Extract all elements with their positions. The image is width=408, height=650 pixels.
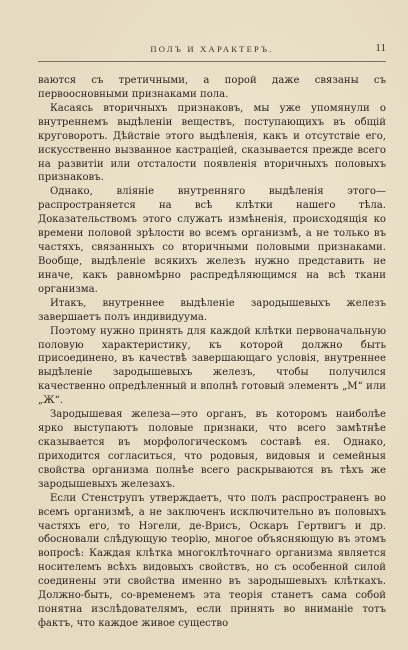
page-number: 11	[375, 42, 386, 54]
paragraph: ваются съ третичными, а порой даже связаны съ первоосновными признаками пола.	[38, 75, 386, 100]
paragraph: Поэтому нужно принять для каждой клѣтки первоначальную половую характеристику, къ которой должно быть присоединено, въ качествѣ завершающаго условія, внутреннее выдѣленіе зародышевыхъ железъ, чтобы получился качественно опредѣленный и вполнѣ готовый элементъ „М“ или „Ж“.	[38, 325, 386, 407]
header-rule	[38, 61, 386, 62]
paragraph: Итакъ, внутреннее выдѣленіе зародышевыхъ железъ завершаетъ полъ индивидуума.	[38, 297, 386, 323]
running-title: ПОЛЪ И ХАРАКТЕРЪ.	[150, 44, 274, 54]
body-text	[38, 74, 386, 631]
paragraph: Если Стенструпъ утверждаетъ, что полъ распространенъ во всемъ организмѣ, а не заключенъ исключительно въ половыхъ частяхъ его, то Нэгели, де-Врисъ, Оскаръ Гертвигъ и др. обосновали слѣдующую теорію, многое объясняющую въ этомъ вопросѣ: Каждая клѣтка многоклѣточнаго организма является носителемъ всѣхъ видовыхъ свойствъ, но съ особенной силой соединены эти свойства именно въ зародышевыхъ клѣткахъ. Должно-быть, со-временемъ эта теорія станетъ сама собой понятна изслѣдователямъ, если принять во вниманіе тотъ фактъ, что каждое живое существо	[38, 492, 386, 629]
paragraph: Касаясь вторичныхъ признаковъ, мы уже упомянули о внутреннемъ выдѣленіи веществъ, поступающихъ въ общій круговоротъ. Дѣйствіе этого выдѣленія, какъ и отсутствіе его, искусственно вызванное кастраціей, сказывается прежде всего на развитіи или отсталости появленія вторичныхъ половыхъ признаковъ.	[38, 102, 386, 184]
page-header	[38, 44, 386, 58]
paragraph: Зародышевая железа—это органъ, въ которомъ наиболѣе ярко выступаютъ половые признаки, что всего замѣтнѣе сказывается въ морфологическомъ составѣ ея. Однако, приходится согласиться, что родовыя, видовыя и семейныя свойства организма полнѣе всего раскрываются въ тѣхъ же зародышевыхъ железахъ.	[38, 409, 386, 490]
paragraph: Однако, вліяніе внутренняго выдѣленія этого—распространяется на всѣ клѣтки нашего тѣла. Доказательствомъ этого служатъ измѣненія, происходящія ко времени половой зрѣлости во всемъ организмѣ, а не только въ частяхъ, связанныхъ со вторичными половыми признаками. Вообще, выдѣленіе всякихъ железъ нужно представить не иначе, какъ равномѣрно распредѣляющимся на всѣ ткани организма.	[38, 186, 386, 295]
